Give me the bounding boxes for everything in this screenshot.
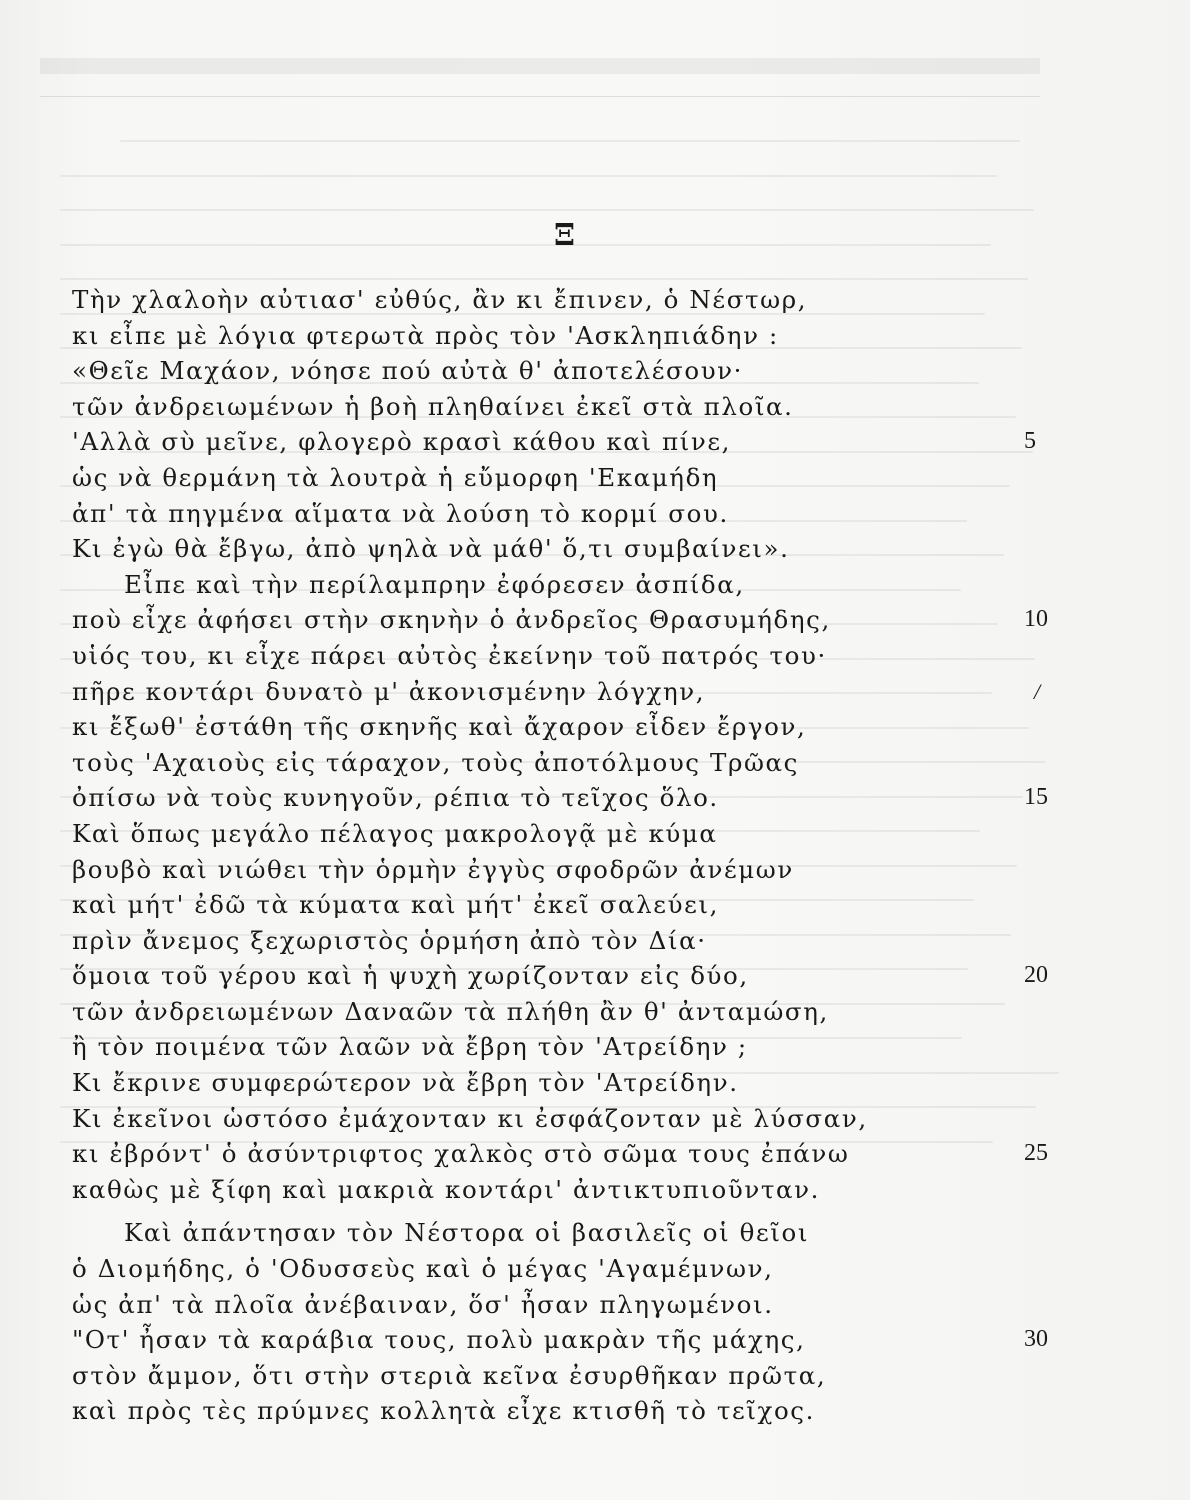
- ghost-line: [120, 140, 1020, 142]
- poem-line: στὸν ἄμμον, ὅτι στὴν στεριὰ κεῖνα ἐσυρθῆκαν πρῶτα,: [72, 1360, 827, 1390]
- poem-line: τοὺς 'Αχαιοὺς εἰς τάραχον, τοὺς ἀποτόλμους Τρῶας: [72, 747, 800, 777]
- line-number: 15: [1024, 784, 1048, 811]
- poem-line: Καὶ ὅπως μεγάλο πέλαγος μακρολογᾷ μὲ κύμα: [72, 818, 718, 848]
- poem-line: κι εἶπε μὲ λόγια φτερωτὰ πρὸς τὸν 'Ασκληπιάδην :: [72, 320, 779, 350]
- poem-line: ὀπίσω νὰ τοὺς κυνηγοῦν, ρέπια τὸ τεῖχος ὅλο. 15: [72, 780, 1072, 816]
- poem-line: ὁ Διομήδης, ὁ 'Οδυσσεὺς καὶ ὁ μέγας 'Αγαμέμνων,: [72, 1254, 774, 1284]
- line-number: 30: [1024, 1326, 1048, 1353]
- poem-line: Τὴν χλαλοὴν αὐτιασ' εὐθύς, ἂν κι ἔπινεν, ὁ Νέστωρ,: [72, 285, 808, 314]
- ghost-rule: [40, 96, 1040, 97]
- poem-line: τῶν ἀνδρειωμένων ἡ βοὴ πληθαίνει ἐκεῖ στὰ πλοῖα.: [72, 391, 794, 421]
- ghost-line: [60, 175, 997, 177]
- ghost-running-head: [40, 58, 1040, 74]
- poem-body: [72, 282, 1072, 1429]
- poem-line: ποὺ εἶχε ἀφήσει στὴν σκηνὴν ὁ ἀνδρεῖος Θρασυμήδης, 10: [72, 602, 1072, 638]
- line-number: 25: [1024, 1140, 1048, 1167]
- poem-line: Κι ἐγὼ θὰ ἔβγω, ἀπὸ ψηλὰ νὰ μάθ' ὅ,τι συμβαίνει».: [72, 534, 790, 564]
- poem-line: υἱός του, κι εἶχε πάρει αὐτὸς ἐκείνην τοῦ πατρός του·: [72, 640, 827, 670]
- poem-line: καθὼς μὲ ξίφη καὶ μακριὰ κοντάρι' ἀντικτυπιοῦνταν.: [72, 1174, 821, 1204]
- line-number: 5: [1024, 428, 1036, 455]
- poem-line: Καὶ ἀπάντησαν τὸν Νέστορα οἱ βασιλεῖς οἱ θεῖοι: [124, 1218, 810, 1248]
- poem-line: ὡς ἀπ' τὰ πλοῖα ἀνέβαιναν, ὅσ' ἦσαν πληγωμένοι.: [72, 1289, 774, 1319]
- poem-line: κι ἔξωθ' ἐστάθη τῆς σκηνῆς καὶ ἄχαρον εἶδεν ἔργον,: [72, 712, 807, 742]
- poem-line: βουβὸ καὶ νιώθει τὴν ὁρμὴν ἐγγὺς σφοδρῶν ἀνέμων: [72, 854, 794, 884]
- poem-line: ὡς νὰ θερμάνη τὰ λουτρὰ ἡ εὔμορφη 'Εκαμήδη: [72, 462, 719, 492]
- poem-line: πρὶν ἄνεμος ξεχωριστὸς ὁρμήση ἀπὸ τὸν Δία·: [72, 925, 707, 955]
- poem-line: τῶν ἀνδρειωμένων Δαναῶν τὰ πλήθη ἂν θ' ἀνταμώση,: [72, 996, 829, 1026]
- poem-line: Εἶπε καὶ τὴν περίλαμπρην ἐφόρεσεν ἀσπίδα,: [124, 569, 745, 599]
- poem-line: ἀπ' τὰ πηγμένα αἵματα νὰ λούση τὸ κορμί σου.: [72, 498, 729, 528]
- poem-line: ὅμοια τοῦ γέρου καὶ ἡ ψυχὴ χωρίζονταν εἰς δύο, 20: [72, 958, 1072, 994]
- line-number: 10: [1024, 606, 1048, 633]
- poem-line: Κι ἐκεῖνοι ὡστόσο ἐμάχονταν κι ἐσφάζονταν μὲ λύσσαν,: [72, 1103, 868, 1133]
- poem-line: Κι ἔκρινε συμφερώτερον νὰ ἔβρη τὸν 'Ατρείδην.: [72, 1068, 739, 1098]
- poem-line: πῆρε κοντάρι δυνατὸ μ' ἀκονισμένην λόγχην, /: [72, 674, 1072, 710]
- line-number: 20: [1024, 962, 1048, 989]
- poem-line: «Θεῖε Μαχάον, νόησε πού αὐτὰ θ' ἀποτελέσουν·: [72, 356, 744, 386]
- poem-line: καὶ πρὸς τὲς πρύμνες κολλητὰ εἶχε κτισθῆ τὸ τεῖχος.: [72, 1396, 816, 1426]
- ghost-line: [60, 278, 1028, 280]
- poem-line: "Οτ' ἦσαν τὰ καράβια τους, πολὺ μακρὰν τῆς μάχης, 30: [72, 1322, 1072, 1358]
- poem-line: καὶ μήτ' ἐδῶ τὰ κύματα καὶ μήτ' ἐκεῖ σαλεύει,: [72, 890, 719, 920]
- margin-mark: /: [1034, 678, 1042, 704]
- poem-line: 'Αλλὰ σὺ μεῖνε, φλογερὸ κρασὶ κάθου καὶ πίνε, 5: [72, 424, 1072, 460]
- poem-line: κι ἐβρόντ' ὁ ἀσύντριφτος χαλκὸς στὸ σῶμα τους ἐπάνω 25: [72, 1136, 1072, 1172]
- poem-line: ἢ τὸν ποιμένα τῶν λαῶν νὰ ἔβρη τὸν 'Ατρείδην ;: [72, 1032, 748, 1062]
- book-heading: Ξ: [553, 218, 577, 253]
- ghost-line: [60, 209, 1034, 211]
